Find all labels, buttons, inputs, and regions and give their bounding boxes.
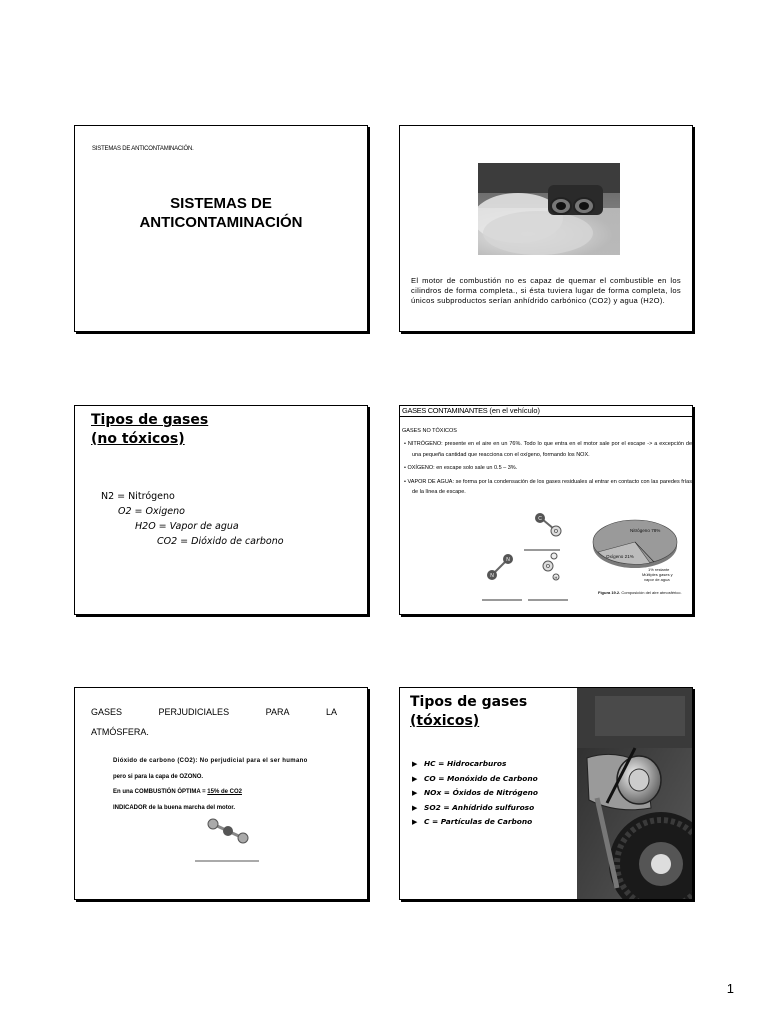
gas-item: CO2 = Dióxido de carbono (157, 536, 284, 547)
slide-1-title (74, 125, 368, 332)
list-item-text: HC = Hidrocarburos (424, 759, 507, 768)
gas-item: O2 = Oxigeno (118, 506, 185, 517)
slide-1-header: SISTEMAS DE ANTICONTAMINACIÓN. (92, 146, 194, 152)
atom-label: N (490, 573, 494, 579)
list-item (412, 801, 538, 816)
slide-5-body (113, 754, 345, 816)
header-word: GASES (91, 707, 123, 717)
pie-label-rest: vapor de agua (644, 577, 670, 582)
header-word: LA (325, 707, 337, 717)
pie-caption: Figura 19.2. Composición del aire atmosférico. (598, 590, 682, 595)
atom-label: H (554, 575, 558, 580)
list-item-text: C = Partículas de Carbono (424, 817, 533, 826)
list-item: • OXÍGENO: en escape solo sale un 0.5 – 3%. (404, 465, 518, 471)
atom-label: O (546, 564, 550, 570)
air-composition-pie (590, 514, 692, 604)
bullet-icon: ▶ (412, 789, 418, 797)
list-item-text: NOx = Óxidos de Nitrógeno (424, 788, 538, 797)
molecule-figures (480, 511, 590, 611)
pie-label-nitrogen: Nitrógeno 78% (630, 528, 661, 533)
bullet-icon: ▶ (412, 760, 418, 768)
list-item-text: OXÍGENO: en escape solo sale un 0.5 – 3%. (407, 465, 518, 471)
list-item: • VAPOR DE AGUA: se forma por la condensación de los gases residuales al entrar en contacto con las paredes frías de la línea de escape. (404, 478, 692, 495)
title-line-1: Tipos de gases (410, 694, 528, 710)
body-line (113, 785, 345, 801)
list-item-text: CO = Monóxido de Carbono (424, 773, 538, 783)
body-line-pre: En una COMBUSTIÓN ÓPTIMA = (113, 789, 208, 795)
slide-6-toxic-gases (399, 687, 693, 900)
title-line-2: (tóxicos) (410, 713, 480, 729)
body-line: Dióxido de carbono (CO2): No perjudicial para el ser humano (113, 758, 308, 764)
list-item-text: VAPOR DE AGUA: se forma por la condensación de los gases residuales al entrar en contacto con las paredes frías de la línea de escape. (407, 478, 692, 495)
list-item-text: SO2 = Anhídrido sulfuroso (424, 802, 535, 812)
title-line-2: (no tóxicos) (91, 431, 185, 447)
bullet-icon: ▶ (412, 803, 418, 812)
page-number: 1 (726, 981, 734, 996)
header-word: PERJUDICIALES (158, 707, 230, 717)
gas-item: H2O = Vapor de agua (135, 521, 239, 532)
body-line: pero si para la capa de OZONO. (113, 773, 204, 780)
header-sub: (en el vehículo) (487, 406, 540, 415)
list-item (412, 757, 538, 772)
slide-5-harmful-gases (74, 687, 368, 900)
list-item: • NITRÓGENO: presente en el aire en un 76%. Todo lo que entra en el motor sale por el escape -> a excepción de una pequeña cantidad que reacciona con el oxígeno, formando los NOX. (404, 441, 692, 458)
slide-1-title-text (75, 194, 367, 232)
atom-label: N (506, 557, 510, 563)
pie-label-oxygen: Oxígeno 21% (606, 554, 634, 559)
body-line: INDICADOR de la buena marcha del motor. (113, 804, 236, 811)
gas-item: N2 = Nitrógeno (101, 491, 175, 502)
slide-3-title (91, 411, 208, 449)
title-line-1: SISTEMAS DE (170, 195, 272, 212)
atom-label: C (538, 516, 542, 522)
slide-4-header (400, 406, 692, 417)
list-item (412, 772, 538, 787)
toxic-gas-list (412, 757, 538, 830)
motorcycle-exhaust-photo (577, 688, 693, 900)
bullet-icon: ▶ (412, 774, 418, 783)
list-item (412, 815, 538, 830)
title-line-2: ANTICONTAMINACIÓN (139, 214, 303, 231)
header-word: PARA (265, 707, 290, 717)
exhaust-photo (478, 163, 620, 255)
slide-2-paragraph: El motor de combustión no es capaz de quemar el combustible en los cilindros de forma completa., si ésta tuviera lugar de forma completa, los únicos subproductos serían anhídrido carbónico (CO2) y agua (H2O). (411, 276, 681, 305)
list-item (412, 786, 538, 801)
pie-label-rest: 1% restante (648, 567, 670, 572)
list-item-text: NITRÓGENO: presente en el aire en un 76%. Todo lo que entra en el motor sale por el escape -> a excepción de una pequeña cantidad que reacciona con el oxígeno, formando los NOX. (407, 441, 692, 458)
slide-5-header (91, 702, 337, 742)
optimal-co2-value: 15% de CO2 (207, 789, 242, 795)
title-line-1: Tipos de gases (91, 412, 209, 428)
slide-4-subheader: GASES NO TÓXICOS (402, 428, 457, 434)
atom-label: O (554, 529, 558, 535)
slide-3-non-toxic-gases (74, 405, 368, 615)
gas-list (101, 489, 284, 549)
slide-4-pollutant-gases (399, 405, 693, 615)
slide-6-title (410, 693, 527, 731)
slide-2-exhaust (399, 125, 693, 332)
slide-4-list (402, 439, 692, 501)
pie-label-rest: Múltiples gases y (642, 572, 673, 577)
bullet-icon: ▶ (412, 818, 418, 826)
header-line-2: ATMÓSFERA. (91, 727, 149, 737)
header-main: GASES CONTAMINANTES (402, 406, 488, 415)
co2-molecule-figure (193, 816, 273, 866)
